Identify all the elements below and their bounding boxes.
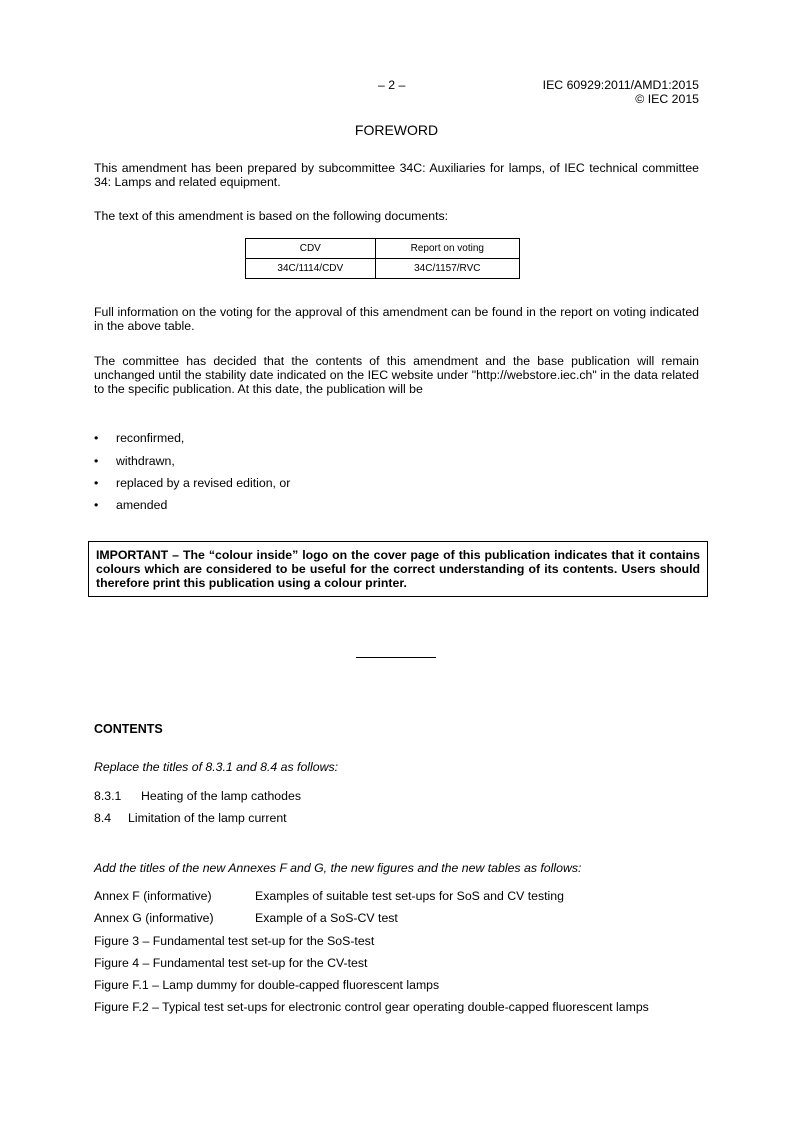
- foreword-paragraph-4: The committee has decided that the contents of this amendment and the base publication will remain unchanged until the stability date indicated on the IEC website under "http://webstore.iec.ch" in the data related to the specific publication. At this date, the publication will be: [94, 354, 699, 396]
- foreword-title: FOREWORD: [354, 122, 439, 138]
- bullet-icon: •: [94, 454, 99, 468]
- figure-entry: Figure 3 – Fundamental test set-up for the SoS-test: [94, 934, 375, 948]
- contents-instruction-1: Replace the titles of 8.3.1 and 8.4 as follows:: [94, 760, 339, 774]
- table-header-report: Report on voting: [375, 239, 519, 259]
- entry-number: 8.3.1: [94, 789, 122, 803]
- foreword-paragraph-2: The text of this amendment is based on the following documents:: [94, 209, 449, 223]
- figure-entry: Figure F.1 – Lamp dummy for double-capped fluorescent lamps: [94, 978, 440, 992]
- table-header-cdv: CDV: [246, 239, 376, 259]
- list-item-text: amended: [116, 498, 168, 512]
- list-item-text: replaced by a revised edition, or: [116, 476, 291, 490]
- list-item: [94, 498, 167, 512]
- bullet-icon: •: [94, 476, 99, 490]
- list-item: [94, 431, 184, 445]
- voting-documents-table: [245, 238, 520, 279]
- table-cell-rvc: 34C/1157/RVC: [375, 259, 519, 279]
- document-id: IEC 60929:2011/AMD1:2015: [542, 78, 699, 92]
- bullet-icon: •: [94, 431, 99, 445]
- contents-entry: [94, 889, 564, 903]
- contents-entry: [94, 811, 287, 825]
- important-notice: IMPORTANT – The “colour inside” logo on the cover page of this publication indicates that it contains colours which are considered to be useful for the correct understanding of its contents. Users should therefore print this publication using a colour printer.: [88, 541, 708, 597]
- bullet-icon: •: [94, 498, 99, 512]
- annex-title: Examples of suitable test set-ups for SoS and CV testing: [255, 889, 564, 903]
- list-item-text: withdrawn,: [116, 454, 175, 468]
- list-item-text: reconfirmed,: [116, 431, 185, 445]
- annex-label: Annex G (informative): [94, 911, 214, 925]
- list-item: [94, 454, 175, 468]
- page-number: – 2 –: [378, 78, 406, 92]
- table-cell-cdv: 34C/1114/CDV: [246, 259, 376, 279]
- foreword-paragraph-1: This amendment has been prepared by subcommittee 34C: Auxiliaries for lamps, of IEC technical committee 34: Lamps and related equipment.: [94, 161, 699, 189]
- contents-title: CONTENTS: [94, 722, 163, 736]
- figure-entry: Figure F.2 – Typical test set-ups for electronic control gear operating double-capped fluorescent lamps: [94, 1000, 649, 1014]
- figure-entry: Figure 4 – Fundamental test set-up for the CV-test: [94, 956, 368, 970]
- contents-instruction-2: Add the titles of the new Annexes F and G, the new figures and the new tables as follows:: [94, 861, 582, 875]
- entry-title: Limitation of the lamp current: [128, 811, 287, 825]
- copyright: © IEC 2015: [635, 92, 699, 106]
- table-row: [246, 259, 520, 279]
- table-header-row: [246, 239, 520, 259]
- annex-title: Example of a SoS-CV test: [255, 911, 398, 925]
- contents-entry: [94, 789, 301, 803]
- section-divider: [356, 657, 436, 658]
- foreword-paragraph-3: Full information on the voting for the approval of this amendment can be found in the report on voting indicated in the above table.: [94, 305, 699, 333]
- list-item: [94, 476, 290, 490]
- entry-number: 8.4: [94, 811, 112, 825]
- contents-entry: [94, 911, 398, 925]
- entry-title: Heating of the lamp cathodes: [141, 789, 301, 803]
- annex-label: Annex F (informative): [94, 889, 212, 903]
